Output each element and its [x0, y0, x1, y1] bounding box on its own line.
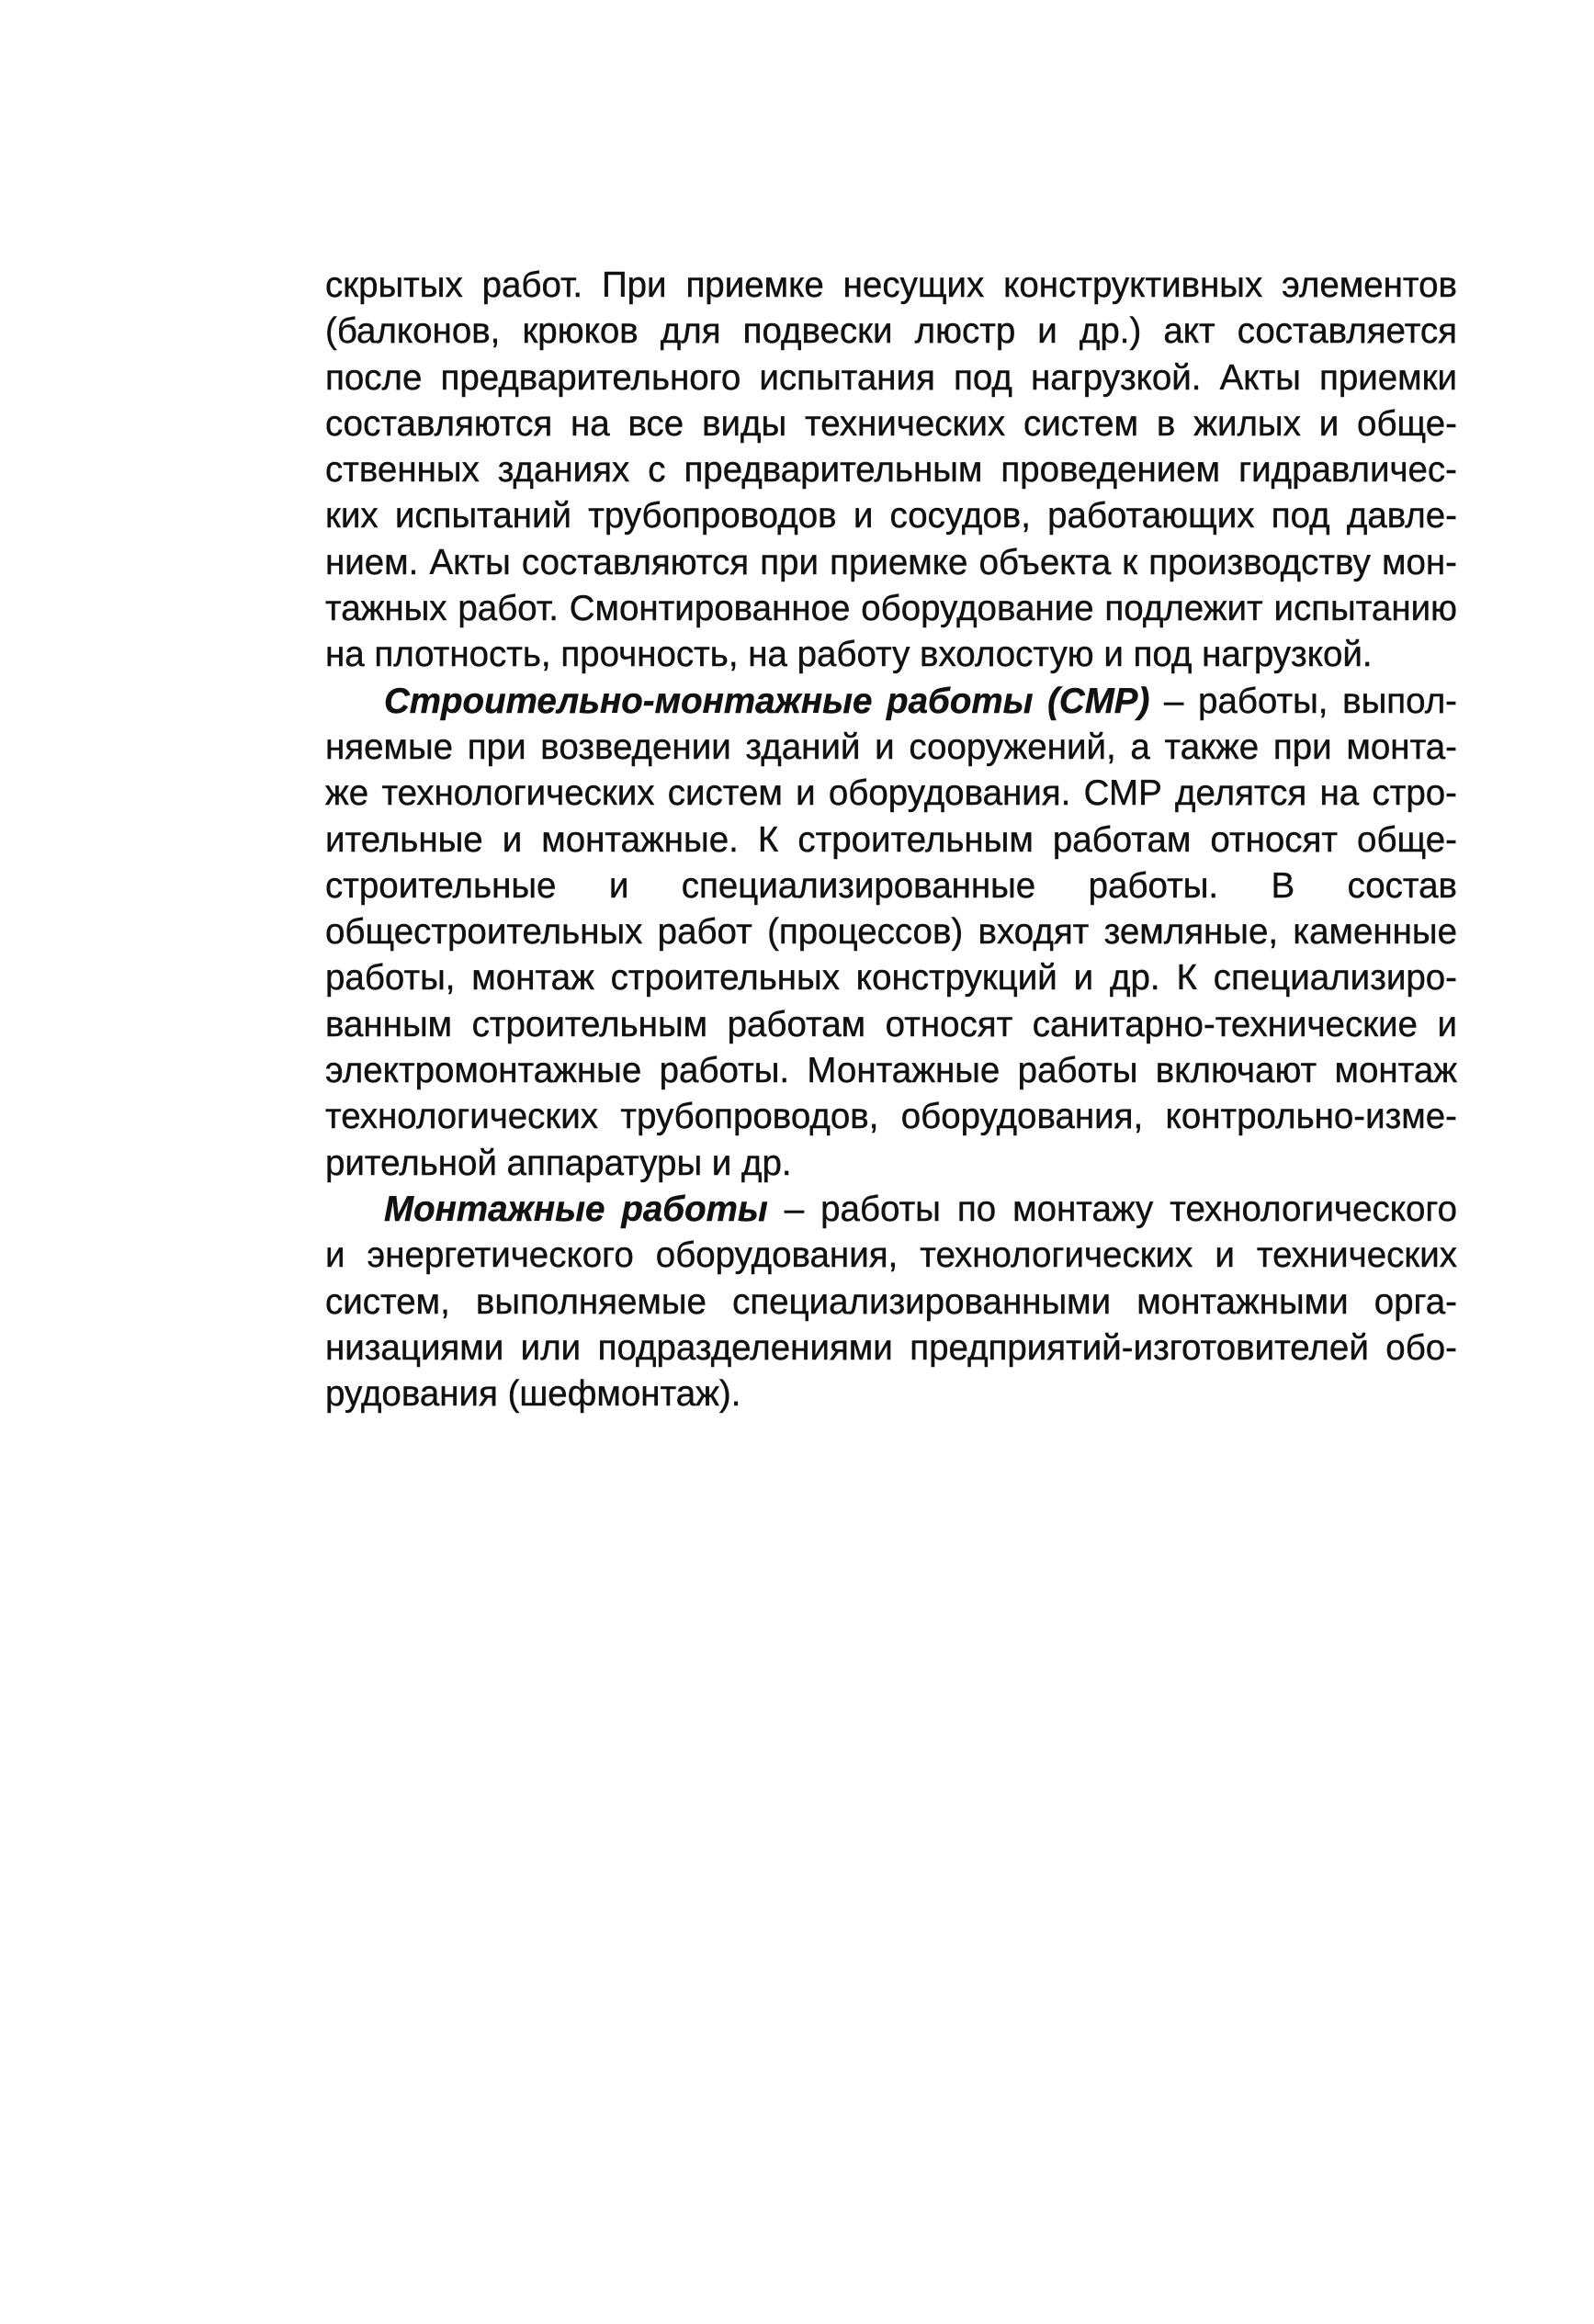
text-line: после предварительного испытания под нагрузкой. Акты приемки [325, 357, 1457, 398]
paragraph-installation-works-definition [325, 1187, 1457, 1417]
text-line: строительные и специализированные работы. В состав [325, 865, 1457, 906]
text-line: тажных работ. Смонтированное оборудование подлежит испытанию [325, 589, 1457, 629]
text-line: ванным строительным работам относят санитарно-технические и [325, 1004, 1457, 1044]
text-line: няемые при возведении зданий и сооружений, а также при монта- [325, 727, 1457, 767]
text-line: составляются на все виды технических систем в жилых и обще- [325, 403, 1457, 444]
page-body-text [325, 263, 1457, 1417]
text-line: работы, монтаж строительных конструкций и др. К специализиро- [325, 958, 1457, 998]
text-line-with-term [325, 1187, 1457, 1233]
definition-text: – работы, выпол- [1149, 681, 1457, 721]
text-line: электромонтажные работы. Монтажные работы включают монтаж [325, 1051, 1457, 1091]
text-line: ких испытаний трубопроводов и сосудов, работающих под давле- [325, 496, 1457, 536]
text-line: (балконов, крюков для подвески люстр и др.) акт составляется [325, 311, 1457, 352]
text-line: ственных зданиях с предварительным проведением гидравличес- [325, 450, 1457, 491]
paragraph-smr-definition [325, 679, 1457, 1187]
text-line: систем, выполняемые специализированными монтажными орга- [325, 1281, 1457, 1322]
text-line: и энергетического оборудования, технологических и технических [325, 1235, 1457, 1276]
text-line: рудования (шефмонтаж). [325, 1374, 741, 1415]
text-line: технологических трубопроводов, оборудования, контрольно-изме- [325, 1097, 1457, 1137]
definition-text: – работы по монтажу технологического [767, 1189, 1457, 1229]
text-line: на плотность, прочность, на работу вхолостую и под нагрузкой. [325, 635, 1373, 675]
defined-term: Строительно-монтажные работы (СМР) [384, 681, 1150, 721]
paragraph-acceptance-acts [325, 263, 1457, 679]
text-line: ительные и монтажные. К строительным работам относят обще- [325, 819, 1457, 860]
text-line-with-term [325, 679, 1457, 725]
text-line: нием. Акты составляются при приемке объекта к производству мон- [325, 542, 1457, 582]
defined-term: Монтажные работы [384, 1189, 768, 1229]
text-line: общестроительных работ (процессов) входят земляные, каменные [325, 912, 1457, 953]
text-line: рительной аппаратуры и др. [325, 1143, 792, 1183]
text-line: же технологических систем и оборудования. СМР делятся на стро- [325, 773, 1457, 814]
text-line: скрытых работ. При приемке несущих конструктивных элементов [325, 265, 1457, 305]
text-line: низациями или подразделениями предприятий-изготовителей обо- [325, 1327, 1457, 1368]
